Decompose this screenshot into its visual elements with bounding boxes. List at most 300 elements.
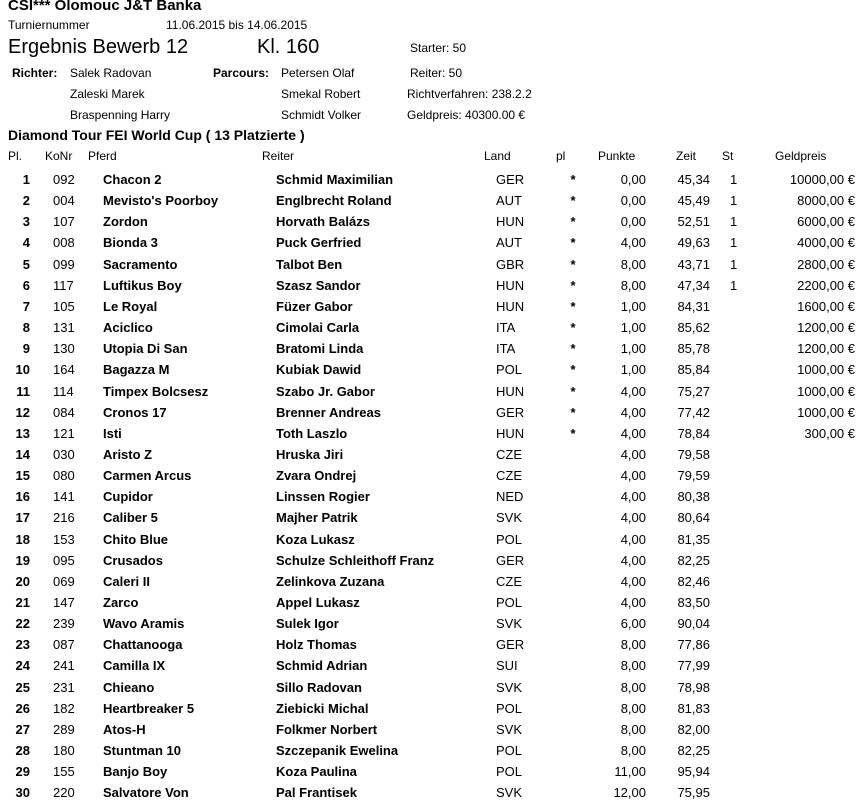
- table-row: [0, 212, 861, 233]
- placed-marker: *: [570, 172, 576, 187]
- judge-3: Braspenning Harry: [70, 108, 171, 122]
- points: 11,00: [614, 764, 646, 780]
- horse-name: Caleri II: [103, 573, 150, 589]
- geldpreis-total: Geldpreis: 40300.00 €: [407, 108, 526, 122]
- col-header-pferd: Pferd: [88, 149, 117, 163]
- time: 78,98: [677, 679, 710, 695]
- col-header-geldpreis: Geldpreis: [775, 149, 827, 163]
- placed-marker: *: [570, 425, 576, 441]
- konr: 289: [53, 721, 75, 737]
- time: 82,46: [677, 573, 710, 589]
- placed-marker: *: [570, 235, 576, 251]
- rider-name: Brenner Andreas: [276, 404, 381, 420]
- time: 85,78: [677, 341, 710, 357]
- country: GER: [496, 404, 525, 420]
- points: 4,00: [620, 552, 646, 568]
- place: 3: [22, 214, 30, 230]
- place: 24: [15, 658, 30, 674]
- country: HUN: [496, 383, 525, 399]
- konr: 153: [53, 531, 75, 547]
- time: 95,94: [677, 764, 710, 780]
- event-title: CSI*** Olomouc J&T Banka: [8, 0, 202, 14]
- country: GER: [496, 637, 525, 653]
- placed-marker: *: [570, 298, 576, 314]
- time: 85,62: [677, 320, 710, 336]
- col-header-pl: Pl.: [8, 149, 23, 163]
- table-row: [0, 170, 861, 191]
- konr: 087: [53, 637, 75, 653]
- points: 4,00: [620, 510, 646, 526]
- col-header-pl2: pl: [556, 149, 566, 163]
- time: 82,25: [677, 743, 710, 759]
- prize-money: 300,00 €: [804, 425, 855, 441]
- placed-marker: *: [570, 362, 576, 378]
- konr: 155: [53, 764, 75, 780]
- points: 4,00: [620, 468, 646, 484]
- col-header-reiter: Reiter: [262, 149, 295, 163]
- points: 4,00: [620, 489, 646, 505]
- time: 85,84: [677, 362, 710, 378]
- rider-name: Sillo Radovan: [276, 679, 362, 695]
- prize-money: 6000,00 €: [797, 214, 855, 230]
- judge-2: Zaleski Marek: [70, 87, 145, 101]
- placed-marker: *: [570, 404, 576, 420]
- place: 22: [15, 616, 30, 632]
- horse-name: Zordon: [103, 214, 148, 230]
- points: 4,00: [620, 531, 646, 547]
- place: 1: [22, 172, 30, 187]
- turniernummer-label: Turniernummer: [8, 18, 90, 32]
- rider-name: Zelinkova Zuzana: [276, 573, 385, 589]
- horse-name: Stuntman 10: [103, 743, 182, 759]
- horse-name: Bagazza M: [103, 362, 170, 378]
- place: 26: [15, 700, 30, 716]
- rider-name: Szasz Sandor: [276, 277, 361, 293]
- points: 4,00: [620, 573, 646, 589]
- placed-marker: *: [570, 383, 576, 399]
- time: 75,27: [677, 383, 710, 399]
- place: 25: [15, 679, 30, 695]
- place: 16: [15, 489, 30, 505]
- table-row: [0, 783, 861, 804]
- place: 23: [15, 637, 30, 653]
- country: SVK: [496, 616, 523, 632]
- horse-name: Chattanooga: [103, 637, 183, 653]
- table-row: [0, 508, 861, 529]
- placed-marker: *: [570, 256, 576, 272]
- country: POL: [496, 362, 523, 378]
- konr: 131: [53, 320, 75, 336]
- points: 1,00: [620, 341, 646, 357]
- konr: 004: [53, 193, 75, 209]
- points: 8,00: [620, 277, 646, 293]
- country: CZE: [496, 446, 522, 462]
- time: 78,84: [677, 425, 710, 441]
- konr: 180: [53, 743, 75, 759]
- rider-name: Schmid Adrian: [276, 658, 368, 674]
- time: 49,63: [677, 235, 710, 251]
- prize-money: 1200,00 €: [797, 341, 855, 357]
- table-row: [0, 551, 861, 572]
- prize-money: 2200,00 €: [797, 277, 855, 293]
- rider-name: Hruska Jiri: [276, 446, 344, 462]
- horse-name: Le Royal: [103, 298, 158, 314]
- placed-marker: *: [570, 341, 576, 357]
- time: 90,04: [677, 616, 710, 632]
- horse-name: Crusados: [103, 552, 163, 568]
- course-designer-1: Petersen Olaf: [281, 66, 355, 80]
- rider-name: Schmid Maximilian: [276, 172, 394, 187]
- country: HUN: [496, 214, 525, 230]
- col-header-st: St: [722, 149, 734, 163]
- col-header-zeit: Zeit: [676, 149, 697, 163]
- table-row: [0, 339, 861, 360]
- table-row: [0, 699, 861, 720]
- horse-name: Timpex Bolcsesz: [103, 383, 209, 399]
- horse-name: Carmen Arcus: [103, 468, 192, 484]
- table-row: [0, 487, 861, 508]
- time: 52,51: [677, 214, 710, 230]
- country: POL: [496, 743, 523, 759]
- prize-money: 1000,00 €: [797, 383, 855, 399]
- place: 18: [15, 531, 30, 547]
- rider-name: Szczepanik Ewelina: [276, 743, 399, 759]
- st: 1: [730, 172, 738, 187]
- points: 4,00: [620, 383, 646, 399]
- col-header-punkte: Punkte: [598, 149, 636, 163]
- points: 0,00: [620, 193, 646, 209]
- konr: 105: [53, 298, 75, 314]
- place: 15: [15, 468, 30, 484]
- place: 20: [15, 573, 30, 589]
- place: 7: [22, 298, 30, 314]
- rider-name: Kubiak Dawid: [276, 362, 362, 378]
- points: 8,00: [620, 721, 646, 737]
- country: POL: [496, 764, 523, 780]
- col-header-land: Land: [484, 149, 511, 163]
- time: 45,34: [677, 172, 710, 187]
- rider-name: Zvara Ondrej: [276, 468, 357, 484]
- table-row: [0, 614, 861, 635]
- konr: 164: [53, 362, 75, 378]
- country: AUT: [496, 193, 522, 209]
- konr: 080: [53, 468, 75, 484]
- prize-money: 1200,00 €: [797, 320, 855, 336]
- place: 28: [15, 743, 30, 759]
- country: GBR: [496, 256, 525, 272]
- place: 14: [15, 446, 30, 462]
- konr: 069: [53, 573, 75, 589]
- table-row: [0, 403, 861, 424]
- horse-name: Aciclico: [103, 320, 153, 336]
- horse-name: Wavo Aramis: [103, 616, 185, 632]
- course-designer-2: Smekal Robert: [281, 87, 361, 101]
- table-row: [0, 593, 861, 614]
- rider-name: Talbot Ben: [276, 256, 343, 272]
- horse-name: Zarco: [103, 595, 139, 610]
- horse-name: Camilla IX: [103, 658, 166, 674]
- horse-name: Chito Blue: [103, 531, 168, 547]
- richter-label: Richter:: [12, 66, 58, 80]
- horse-name: Cupidor: [103, 489, 153, 505]
- ergebnis-title: Ergebnis Bewerb 12: [8, 36, 189, 58]
- place: 11: [16, 383, 30, 399]
- table-row: [0, 233, 861, 254]
- richtverfahren: Richtverfahren: 238.2.2: [407, 87, 532, 101]
- konr: 008: [53, 235, 75, 251]
- rider-name: Horvath Balázs: [276, 214, 370, 230]
- placed-marker: *: [570, 277, 576, 293]
- points: 1,00: [620, 320, 646, 336]
- konr: 239: [53, 616, 75, 632]
- horse-name: Banjo Boy: [103, 764, 168, 780]
- horse-name: Bionda 3: [103, 235, 158, 251]
- country: SVK: [496, 721, 523, 737]
- place: 29: [15, 764, 30, 780]
- prize-money: 4000,00 €: [797, 235, 855, 251]
- points: 1,00: [620, 298, 646, 314]
- points: 0,00: [620, 172, 646, 187]
- table-row: [0, 191, 861, 212]
- konr: 141: [53, 489, 75, 505]
- st: 1: [730, 256, 738, 272]
- time: 47,34: [677, 277, 710, 293]
- horse-name: Sacramento: [103, 256, 178, 272]
- horse-name: Utopia Di San: [103, 341, 188, 357]
- rider-name: Schulze Schleithoff Franz: [276, 552, 435, 568]
- points: 8,00: [620, 700, 646, 716]
- konr: 220: [53, 785, 75, 801]
- place: 21: [15, 595, 30, 610]
- country: AUT: [496, 235, 522, 251]
- place: 10: [15, 362, 30, 378]
- prize-money: 10000,00 €: [789, 172, 855, 187]
- horse-name: Cronos 17: [103, 404, 167, 420]
- reiter-count: Reiter: 50: [410, 66, 463, 80]
- country: CZE: [496, 468, 522, 484]
- rider-name: Toth Laszlo: [276, 425, 348, 441]
- judge-1: Salek Radovan: [70, 66, 152, 80]
- country: POL: [496, 531, 523, 547]
- st: 1: [730, 193, 738, 209]
- konr: 095: [53, 552, 75, 568]
- points: 4,00: [620, 235, 646, 251]
- konr: 092: [53, 172, 75, 187]
- st: 1: [730, 214, 738, 230]
- country: HUN: [496, 298, 525, 314]
- points: 8,00: [620, 637, 646, 653]
- country: SUI: [496, 658, 518, 674]
- horse-name: Mevisto's Poorboy: [103, 193, 219, 209]
- country: ITA: [496, 341, 516, 357]
- country: ITA: [496, 320, 516, 336]
- prize-money: 1000,00 €: [797, 404, 855, 420]
- points: 8,00: [620, 658, 646, 674]
- place: 27: [15, 721, 30, 737]
- rider-name: Pal Frantisek: [276, 785, 357, 801]
- time: 82,25: [677, 552, 710, 568]
- competition-title: Diamond Tour FEI World Cup ( 13 Platzierte ): [8, 127, 305, 143]
- konr: 130: [53, 341, 75, 357]
- time: 81,83: [677, 700, 710, 716]
- place: 5: [22, 256, 30, 272]
- country: HUN: [496, 277, 525, 293]
- konr: 117: [53, 277, 74, 293]
- table-row: [0, 318, 861, 339]
- table-row: [0, 741, 861, 762]
- time: 84,31: [677, 298, 710, 314]
- time: 83,50: [677, 595, 710, 610]
- rider-name: Appel Lukasz: [276, 595, 360, 610]
- place: 30: [15, 785, 30, 801]
- klasse: Kl. 160: [257, 36, 320, 58]
- points: 1,00: [620, 362, 646, 378]
- points: 4,00: [620, 404, 646, 420]
- table-row: [0, 360, 861, 381]
- horse-name: Atos-H: [103, 721, 146, 737]
- konr: 121: [53, 425, 75, 441]
- points: 4,00: [620, 595, 646, 610]
- prize-money: 8000,00 €: [797, 193, 855, 209]
- table-row: [0, 572, 861, 593]
- time: 79,59: [677, 468, 710, 484]
- col-header-konr: KoNr: [45, 149, 73, 163]
- prize-money: 2800,00 €: [797, 256, 855, 272]
- table-row: [0, 255, 861, 276]
- horse-name: Isti: [103, 425, 122, 441]
- placed-marker: *: [570, 214, 576, 230]
- horse-name: Heartbreaker 5: [103, 700, 195, 716]
- time: 79,58: [677, 446, 710, 462]
- points: 4,00: [620, 446, 646, 462]
- place: 8: [22, 320, 30, 336]
- rider-name: Bratomi Linda: [276, 341, 364, 357]
- st: 1: [730, 277, 738, 293]
- rider-name: Koza Paulina: [276, 764, 357, 780]
- prize-money: 1600,00 €: [797, 298, 855, 314]
- points: 8,00: [620, 743, 646, 759]
- konr: 099: [53, 256, 75, 272]
- time: 45,49: [677, 193, 710, 209]
- points: 6,00: [620, 616, 646, 632]
- table-row: [0, 656, 861, 677]
- rider-name: Puck Gerfried: [276, 235, 362, 251]
- time: 80,38: [677, 489, 710, 505]
- placed-marker: *: [570, 193, 576, 209]
- country: GER: [496, 552, 525, 568]
- horse-name: Chacon 2: [103, 172, 162, 187]
- horse-name: Aristo Z: [103, 446, 153, 462]
- place: 2: [22, 193, 30, 209]
- time: 75,95: [677, 785, 710, 801]
- konr: 107: [53, 214, 75, 230]
- rider-name: Englbrecht Roland: [276, 193, 392, 209]
- country: SVK: [496, 785, 523, 801]
- table-row: [0, 678, 861, 699]
- rider-name: Sulek Igor: [276, 616, 339, 632]
- country: SVK: [496, 679, 523, 695]
- konr: 241: [53, 658, 75, 674]
- time: 43,71: [677, 256, 710, 272]
- time: 77,86: [677, 637, 710, 653]
- table-row: [0, 720, 861, 741]
- table-row: [0, 530, 861, 551]
- country: HUN: [496, 425, 525, 441]
- table-row: [0, 445, 861, 466]
- time: 77,99: [677, 658, 710, 674]
- konr: 114: [53, 383, 74, 399]
- st: 1: [730, 235, 738, 251]
- time: 80,64: [677, 510, 710, 526]
- rider-name: Holz Thomas: [276, 637, 357, 653]
- horse-name: Salvatore Von: [103, 785, 189, 801]
- rider-name: Ziebicki Michal: [276, 700, 369, 716]
- horse-name: Chieano: [103, 679, 155, 695]
- rider-name: Cimolai Carla: [276, 320, 360, 336]
- horse-name: Caliber 5: [103, 510, 158, 526]
- place: 13: [15, 425, 30, 441]
- country: NED: [496, 489, 524, 505]
- konr: 084: [53, 404, 75, 420]
- rider-name: Linssen Rogier: [276, 489, 370, 505]
- rider-name: Folkmer Norbert: [276, 721, 378, 737]
- time: 77,42: [677, 404, 710, 420]
- table-row: [0, 297, 861, 318]
- country: SVK: [496, 510, 523, 526]
- points: 8,00: [620, 256, 646, 272]
- time: 82,00: [677, 721, 710, 737]
- points: 0,00: [620, 214, 646, 230]
- konr: 030: [53, 446, 75, 462]
- konr: 231: [53, 679, 75, 695]
- prize-money: 1000,00 €: [797, 362, 855, 378]
- table-row: [0, 762, 861, 783]
- rider-name: Majher Patrik: [276, 510, 358, 526]
- country: POL: [496, 700, 523, 716]
- place: 9: [22, 341, 30, 357]
- place: 17: [15, 510, 30, 526]
- place: 6: [22, 277, 30, 293]
- table-row: [0, 424, 861, 445]
- konr: 216: [53, 510, 75, 526]
- table-row: [0, 276, 861, 297]
- rider-name: Füzer Gabor: [276, 298, 353, 314]
- rider-name: Koza Lukasz: [276, 531, 355, 547]
- rider-name: Szabo Jr. Gabor: [276, 383, 375, 399]
- table-row: [0, 466, 861, 487]
- country: GER: [496, 172, 525, 187]
- table-row: [0, 635, 861, 656]
- points: 4,00: [620, 425, 646, 441]
- place: 4: [22, 235, 30, 251]
- konr: 147: [53, 595, 75, 610]
- time: 81,35: [677, 531, 710, 547]
- place: 12: [15, 404, 30, 420]
- konr: 182: [53, 700, 75, 716]
- place: 19: [15, 552, 30, 568]
- starter-count: Starter: 50: [410, 41, 467, 55]
- course-designer-3: Schmidt Volker: [281, 108, 362, 122]
- country: CZE: [496, 573, 522, 589]
- points: 12,00: [613, 785, 646, 801]
- horse-name: Luftikus Boy: [103, 277, 182, 293]
- table-row: [0, 382, 861, 403]
- placed-marker: *: [570, 320, 576, 336]
- country: POL: [496, 595, 523, 610]
- event-dates: 11.06.2015 bis 14.06.2015: [166, 18, 308, 32]
- points: 8,00: [620, 679, 646, 695]
- parcours-label: Parcours:: [213, 66, 270, 80]
